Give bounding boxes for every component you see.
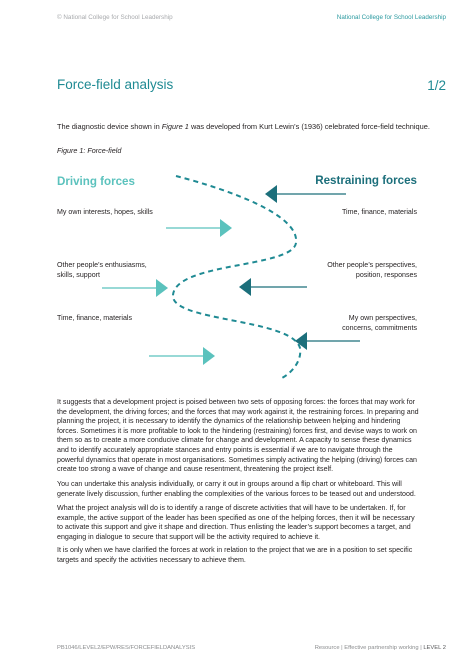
intro-text-before: The diagnostic device shown in	[57, 122, 162, 131]
footer-code: PB1046/LEVEL2/EPW/RES/FORCEFIELDANALYSIS	[57, 645, 196, 651]
figure-caption: Figure 1: Force-field	[57, 146, 122, 155]
header-copyright: © National College for School Leadership	[57, 14, 173, 21]
driving-arrow-3	[149, 347, 215, 365]
driving-label-2-line-2: skills, support	[57, 270, 100, 279]
driving-arrow-1	[166, 219, 232, 237]
footer-resource-text: Resource | Effective partnership working |	[314, 645, 424, 651]
restraining-arrow-3	[295, 332, 360, 350]
body-paragraph-1: It suggests that a development project is poised between two sets of opposing forces: the forces that may work for the development, the driving forces; and the forces that may work against it, the restraining forces. In preparing and planning the project, it is necessary to identify the dynamics of the relationship between helping and hindering forces. Sometimes it is more profitable to look to the hindering (restraining) forces first, and devise ways to work on them so as to create a more conducive climate for change and development. A capacity to sense these dynamics and to identify accurately appropriate stances and entry points is essential if we are to navigate through the powerful dynamics that operate in most organisations. Sometimes simply activating the helping (driving) forces can create too strong a wave of change and cause resentment, threatening the project itself.	[57, 398, 419, 474]
page-title: Force-field analysis	[57, 77, 174, 92]
restraining-forces-heading: Restraining forces	[315, 174, 417, 187]
restraining-label-1	[342, 208, 417, 218]
driving-label-1	[57, 208, 153, 218]
driving-label-3-line-1: Time, finance, materials	[57, 314, 133, 322]
body-paragraph-4: It is only when we have clarified the forces at work in relation to the project that we are in a position to set specific targets and specify the activities necessary to achieve them.	[57, 546, 413, 564]
restraining-label-3-line-1: My own perspectives,	[348, 314, 417, 322]
restraining-arrow-2	[239, 278, 307, 296]
restraining-label-3-line-2: concerns, commitments	[342, 323, 417, 332]
driving-label-2	[57, 261, 147, 280]
footer-resource	[315, 645, 446, 651]
restraining-label-1-line-1: Time, finance, materials	[341, 208, 417, 216]
intro-text-after: was developed from Kurt Lewin’s (1936) celebrated force-field technique.	[188, 122, 430, 131]
body-paragraph-2: You can undertake this analysis individually, or carry it out in groups around a flip chart or whiteboard. This will generate lively discussion, further enabling the complexities of the various forces to be teased out and understood.	[57, 480, 416, 498]
header-brand: National College for School Leadership	[336, 14, 446, 21]
restraining-label-2-line-2: position, responses	[355, 270, 417, 279]
driving-label-3	[57, 314, 132, 324]
restraining-label-2-line-1: Other people’s perspectives,	[327, 261, 417, 269]
restraining-label-2	[327, 261, 417, 280]
restraining-label-3	[342, 314, 417, 333]
restraining-arrow-1	[265, 185, 346, 203]
page-number: 1/2	[427, 78, 446, 93]
force-field-curve	[173, 176, 300, 378]
driving-label-2-line-1: Other people’s enthusiasms,	[57, 261, 147, 269]
footer-level: LEVEL 2	[423, 645, 446, 651]
figure-reference: Figure 1	[161, 122, 189, 131]
body-paragraph-3: What the project analysis will do is to identify a range of discrete activities that will have to be undertaken. If, for example, the active support of the leader has been specified as one of the helping forces, then it will be necessary to activate this support and give it shape and direction. Thus enlisting the leader’s support becomes a target, and engaging in dialogue to secure that support will be the activity required to achieve it.	[57, 504, 415, 541]
driving-label-1-line-1: My own interests, hopes, skills	[57, 208, 153, 216]
driving-arrow-2	[102, 279, 168, 297]
driving-forces-heading: Driving forces	[57, 175, 135, 188]
